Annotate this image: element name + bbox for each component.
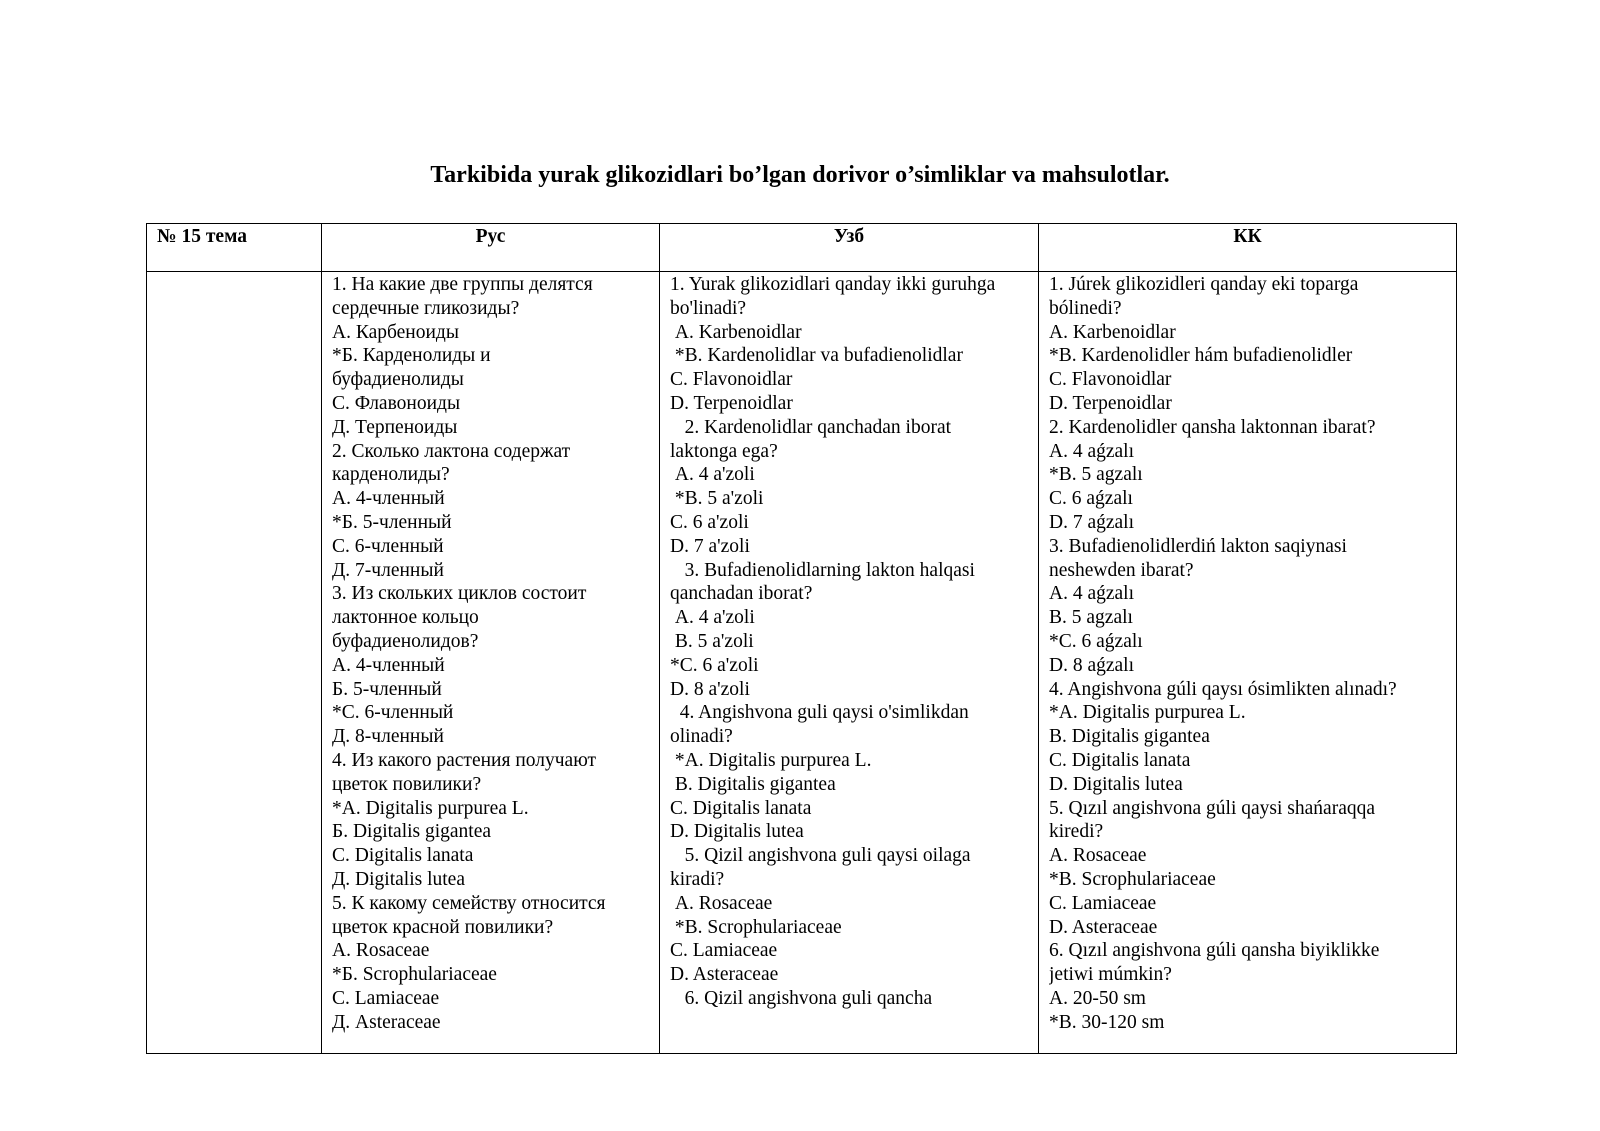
text-line: kiradi? xyxy=(670,868,725,890)
text-line: B. Digitalis gigantea xyxy=(670,773,836,795)
text-line: *C. 6 aǵzalı xyxy=(1049,630,1143,652)
text-line: B. 5 agzalı xyxy=(1049,607,1133,629)
text-line: 5. Qızıl angishvona gúli qaysi shańaraqqa xyxy=(1049,797,1376,819)
text-line: С. Флавоноиды xyxy=(332,392,461,414)
text-line: D. Terpenoidlar xyxy=(1049,392,1172,414)
text-line: А. Rosaceae xyxy=(332,940,430,962)
text-line: 2. Kardenolidlar qanchadan iborat xyxy=(670,416,952,438)
text-line: A. 4 a'zoli xyxy=(670,607,755,629)
kk-cell xyxy=(1039,272,1457,1054)
text-line: буфадиенолиды xyxy=(332,369,464,391)
text-line: A. Karbenoidlar xyxy=(1049,321,1176,343)
text-line: *A. Digitalis purpurea L. xyxy=(670,749,872,771)
rus-cell xyxy=(322,272,660,1054)
text-line: *B. Scrophulariaceae xyxy=(670,916,842,938)
text-line: kiredi? xyxy=(1049,821,1104,843)
text-line: Д. Asteraceae xyxy=(332,1011,441,1033)
text-line: A. Karbenoidlar xyxy=(670,321,802,343)
text-line: С. Digitalis lanata xyxy=(332,845,474,867)
uzb-questions xyxy=(670,273,1028,1051)
text-line: D. 7 a'zoli xyxy=(670,535,750,557)
text-line: C. Lamiaceae xyxy=(1049,892,1157,914)
text-line: olinadi? xyxy=(670,726,733,748)
text-line: С. Lamiaceae xyxy=(332,987,440,1009)
rus-questions xyxy=(332,273,649,1051)
text-line: A. 4 aǵzalı xyxy=(1049,583,1135,605)
header-row xyxy=(147,224,1457,272)
header-kk: КК xyxy=(1039,224,1457,272)
text-line: bólinedi? xyxy=(1049,297,1122,319)
quiz-table xyxy=(146,223,1457,1054)
text-line: буфадиенолидов? xyxy=(332,630,479,652)
text-line: laktonga ega? xyxy=(670,440,778,462)
text-line: D. 8 aǵzalı xyxy=(1049,654,1135,676)
text-line: neshewden ibarat? xyxy=(1049,559,1194,581)
kk-questions xyxy=(1049,273,1446,1051)
text-line: *А. Digitalis purpurea L. xyxy=(332,797,529,819)
text-line: A. 4 aǵzalı xyxy=(1049,440,1135,462)
text-line: С. 6-членный xyxy=(332,535,444,557)
text-line: D. Asteraceae xyxy=(670,964,779,986)
text-line: *C. 6 a'zoli xyxy=(670,654,759,676)
topic-cell-text xyxy=(157,273,311,1051)
text-line: A. Rosaceae xyxy=(1049,845,1147,867)
topic-cell xyxy=(147,272,322,1054)
text-line: *B. 30-120 sm xyxy=(1049,1011,1165,1033)
text-line: *С. 6-членный xyxy=(332,702,454,724)
text-line: D. Digitalis lutea xyxy=(1049,773,1183,795)
text-line: сердечные гликозиды? xyxy=(332,297,520,319)
text-line: bo'linadi? xyxy=(670,297,747,319)
text-line: 6. Qizil angishvona guli qancha xyxy=(670,987,933,1009)
text-line: D. Terpenoidlar xyxy=(670,392,793,414)
text-line: B. 5 a'zoli xyxy=(670,630,754,652)
text-line: *Б. Scrophulariaceae xyxy=(332,964,497,986)
text-line: цветок повилики? xyxy=(332,773,482,795)
text-line: 5. Qizil angishvona guli qaysi oilaga xyxy=(670,845,971,867)
text-line: Б. Digitalis gigantea xyxy=(332,821,492,843)
text-line: *B. Kardenolidler hám bufadienolidler xyxy=(1049,345,1353,367)
text-line: лактонное кольцо xyxy=(332,607,479,629)
text-line: C. Digitalis lanata xyxy=(1049,749,1191,771)
text-line: 3. Bufadienolidlarning lakton halqasi xyxy=(670,559,975,581)
text-line: цветок красной повилики? xyxy=(332,916,554,938)
text-line: 4. Из какого растения получают xyxy=(332,749,597,771)
text-line: 3. Из скольких циклов состоит xyxy=(332,583,587,605)
text-line: А. 4-членный xyxy=(332,488,445,510)
text-line: Д. 7-членный xyxy=(332,559,444,581)
text-line: 5. К какому семейству относится xyxy=(332,892,606,914)
text-line: D. Asteraceae xyxy=(1049,916,1158,938)
text-line: Б. 5-членный xyxy=(332,678,442,700)
text-line: 3. Bufadienolidlerdiń lakton saqiynasi xyxy=(1049,535,1347,557)
text-line: C. Flavonoidlar xyxy=(670,369,793,391)
text-line: 6. Qızıl angishvona gúli qansha biyiklikke xyxy=(1049,940,1380,962)
text-line: *A. Digitalis purpurea L. xyxy=(1049,702,1246,724)
text-line: *B. Scrophulariaceae xyxy=(1049,868,1216,890)
text-line: D. 7 aǵzalı xyxy=(1049,511,1135,533)
header-topic: № 15 тема xyxy=(147,224,322,272)
text-line: 4. Angishvona guli qaysi o'simlikdan xyxy=(670,702,969,724)
text-line: C. 6 aǵzalı xyxy=(1049,488,1133,510)
text-line: D. 8 a'zoli xyxy=(670,678,750,700)
text-line: jetiwi múmkin? xyxy=(1049,964,1172,986)
text-line: Д. Digitalis lutea xyxy=(332,868,465,890)
text-line: qanchadan iborat? xyxy=(670,583,813,605)
text-line: A. Rosaceae xyxy=(670,892,773,914)
text-line: C. 6 a'zoli xyxy=(670,511,749,533)
header-uzb: Узб xyxy=(660,224,1039,272)
text-line: *B. Kardenolidlar va bufadienolidlar xyxy=(670,345,963,367)
text-line: карденолиды? xyxy=(332,464,450,486)
text-line: C. Flavonoidlar xyxy=(1049,369,1172,391)
text-line: 1. Yurak glikozidlari qanday ikki guruhga xyxy=(670,274,996,295)
header-rus: Рус xyxy=(322,224,660,272)
table-row xyxy=(147,272,1457,1054)
text-line: А. Карбеноиды xyxy=(332,321,459,343)
text-line: *B. 5 a'zoli xyxy=(670,488,764,510)
document-title: Tarkibida yurak glikozidlari bo’lgan dorivor o’simliklar va mahsulotlar. xyxy=(430,162,1170,188)
text-line: *Б. Карденолиды и xyxy=(332,345,491,367)
text-line: Д. 8-членный xyxy=(332,726,444,748)
text-line: *Б. 5-членный xyxy=(332,511,452,533)
text-line: C. Lamiaceae xyxy=(670,940,778,962)
text-line: 2. Kardenolidler qansha laktonnan ibarat? xyxy=(1049,416,1376,438)
text-line: *B. 5 agzalı xyxy=(1049,464,1143,486)
text-line: Д. Терпеноиды xyxy=(332,416,458,438)
text-line: A. 4 a'zoli xyxy=(670,464,755,486)
text-line: 2. Сколько лактона содержат xyxy=(332,440,571,462)
text-line: B. Digitalis gigantea xyxy=(1049,726,1210,748)
text-line: 4. Angishvona gúli qaysı ósimlikten alınadı? xyxy=(1049,678,1397,700)
uzb-cell xyxy=(660,272,1039,1054)
text-line: 1. На какие две группы делятся xyxy=(332,274,593,295)
text-line: C. Digitalis lanata xyxy=(670,797,812,819)
text-line: D. Digitalis lutea xyxy=(670,821,804,843)
text-line: А. 4-членный xyxy=(332,654,445,676)
text-line: A. 20-50 sm xyxy=(1049,987,1146,1009)
text-line: 1. Júrek glikozidleri qanday eki toparga xyxy=(1049,274,1359,295)
